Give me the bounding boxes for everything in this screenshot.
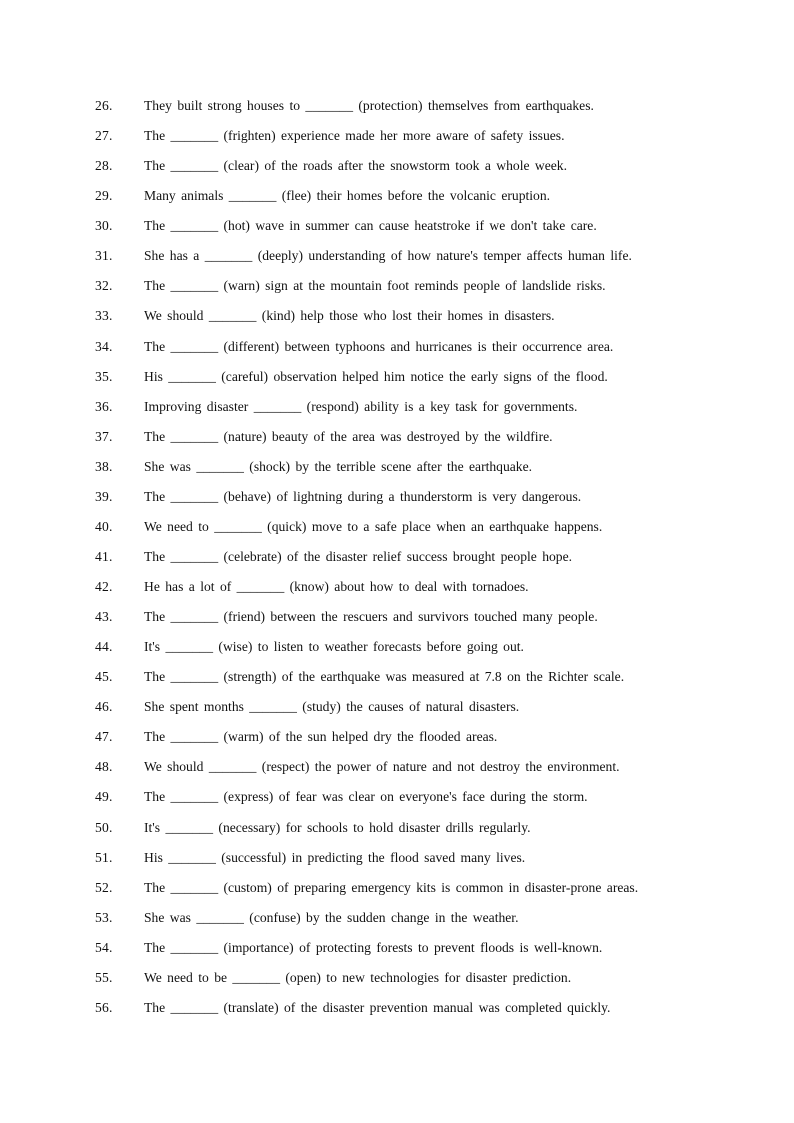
item-sentence: We should _______ (kind) help those who lost their homes in disasters. — [144, 308, 555, 324]
item-number: 40. — [95, 518, 113, 534]
item-number: 31. — [95, 248, 113, 264]
item-number: 43. — [95, 609, 113, 625]
exercise-item — [0, 243, 794, 273]
exercise-item — [0, 213, 794, 243]
exercise-item — [0, 183, 794, 213]
exercise-item — [0, 454, 794, 484]
exercise-item — [0, 724, 794, 754]
exercise-item — [0, 153, 794, 183]
item-sentence: We need to be _______ (open) to new technologies for disaster prediction. — [144, 969, 572, 985]
item-sentence: The _______ (different) between typhoons and hurricanes is their occurrence area. — [144, 338, 614, 354]
item-number: 46. — [95, 699, 113, 715]
item-sentence: Improving disaster _______ (respond) ability is a key task for governments. — [144, 398, 578, 414]
exercise-item — [0, 424, 794, 454]
exercise-item — [0, 394, 794, 424]
item-number: 37. — [95, 428, 113, 444]
item-number: 41. — [95, 548, 113, 564]
item-number: 34. — [95, 338, 113, 354]
exercise-item — [0, 815, 794, 845]
item-sentence: The _______ (warn) sign at the mountain foot reminds people of landslide risks. — [144, 278, 606, 294]
exercise-item — [0, 634, 794, 664]
item-sentence: The _______ (custom) of preparing emergency kits is common in disaster-prone areas. — [144, 879, 639, 895]
item-number: 44. — [95, 639, 113, 655]
item-number: 47. — [95, 729, 113, 745]
exercise-item — [0, 905, 794, 935]
exercise-item — [0, 995, 794, 1025]
item-number: 32. — [95, 278, 113, 294]
item-number: 56. — [95, 999, 113, 1015]
exercise-item — [0, 514, 794, 544]
item-sentence: The _______ (frighten) experience made her more aware of safety issues. — [144, 128, 565, 144]
item-number: 49. — [95, 789, 113, 805]
item-sentence: It's _______ (wise) to listen to weather forecasts before going out. — [144, 639, 524, 655]
item-number: 48. — [95, 759, 113, 775]
item-number: 42. — [95, 579, 113, 594]
item-sentence: She spent months _______ (study) the causes of natural disasters. — [144, 699, 520, 715]
item-sentence: The _______ (translate) of the disaster prevention manual was completed quickly. — [144, 999, 611, 1015]
exercise-item — [0, 544, 794, 574]
item-sentence: It's _______ (necessary) for schools to hold disaster drills regularly. — [144, 819, 531, 835]
exercise-item — [0, 664, 794, 694]
exercise-item — [0, 484, 794, 514]
item-sentence: The _______ (importance) of protecting forests to prevent floods is well-known. — [144, 939, 603, 955]
item-number: 45. — [95, 669, 113, 685]
item-number: 26. — [95, 98, 113, 113]
item-number: 54. — [95, 939, 113, 955]
exercise-item — [0, 754, 794, 784]
item-sentence: He has a lot of _______ (know) about how to deal with tornadoes. — [144, 579, 529, 594]
exercise-item — [0, 935, 794, 965]
item-number: 29. — [95, 188, 113, 204]
item-number: 35. — [95, 368, 113, 384]
exercise-item — [0, 574, 794, 604]
item-number: 52. — [95, 879, 113, 895]
exercise-list — [0, 93, 794, 1025]
exercise-item — [0, 604, 794, 634]
item-number: 30. — [95, 218, 113, 234]
item-sentence: The _______ (hot) wave in summer can cause heatstroke if we don't take care. — [144, 218, 597, 234]
item-sentence: The _______ (behave) of lightning during a thunderstorm is very dangerous. — [144, 488, 582, 504]
item-sentence: Many animals _______ (flee) their homes before the volcanic eruption. — [144, 188, 551, 204]
exercise-item — [0, 303, 794, 333]
item-sentence: We need to _______ (quick) move to a safe place when an earthquake happens. — [144, 518, 603, 534]
item-number: 50. — [95, 819, 113, 835]
item-sentence: The _______ (warm) of the sun helped dry the flooded areas. — [144, 729, 498, 745]
item-number: 51. — [95, 849, 113, 865]
item-sentence: She was _______ (confuse) by the sudden change in the weather. — [144, 909, 519, 925]
exercise-item — [0, 273, 794, 303]
exercise-item — [0, 845, 794, 875]
item-sentence: The _______ (friend) between the rescuers and survivors touched many people. — [144, 609, 598, 625]
item-sentence: His _______ (careful) observation helped him notice the early signs of the flood. — [144, 368, 608, 384]
item-sentence: The _______ (celebrate) of the disaster relief success brought people hope. — [144, 548, 573, 564]
exercise-item — [0, 334, 794, 364]
item-number: 28. — [95, 158, 113, 174]
item-sentence: The _______ (express) of fear was clear on everyone's face during the storm. — [144, 789, 588, 805]
item-sentence: She has a _______ (deeply) understanding of how nature's temper affects human life. — [144, 248, 632, 264]
item-number: 33. — [95, 308, 113, 324]
item-number: 55. — [95, 969, 113, 985]
exercise-item — [0, 965, 794, 995]
exercise-item — [0, 364, 794, 394]
item-sentence: They built strong houses to _______ (protection) themselves from earthquakes. — [144, 98, 594, 113]
item-sentence: The _______ (clear) of the roads after the snowstorm took a whole week. — [144, 158, 567, 174]
exercise-item — [0, 123, 794, 153]
item-sentence: The _______ (nature) beauty of the area was destroyed by the wildfire. — [144, 428, 553, 444]
item-number: 53. — [95, 909, 113, 925]
item-sentence: The _______ (strength) of the earthquake was measured at 7.8 on the Richter scale. — [144, 669, 625, 685]
item-number: 39. — [95, 488, 113, 504]
item-number: 36. — [95, 398, 113, 414]
item-number: 38. — [95, 458, 113, 474]
exercise-item — [0, 875, 794, 905]
item-number: 27. — [95, 128, 113, 144]
item-sentence: We should _______ (respect) the power of nature and not destroy the environment. — [144, 759, 620, 775]
exercise-item — [0, 784, 794, 814]
exercise-item — [0, 93, 794, 123]
item-sentence: She was _______ (shock) by the terrible scene after the earthquake. — [144, 458, 533, 474]
exercise-item — [0, 694, 794, 724]
item-sentence: His _______ (successful) in predicting the flood saved many lives. — [144, 849, 526, 865]
